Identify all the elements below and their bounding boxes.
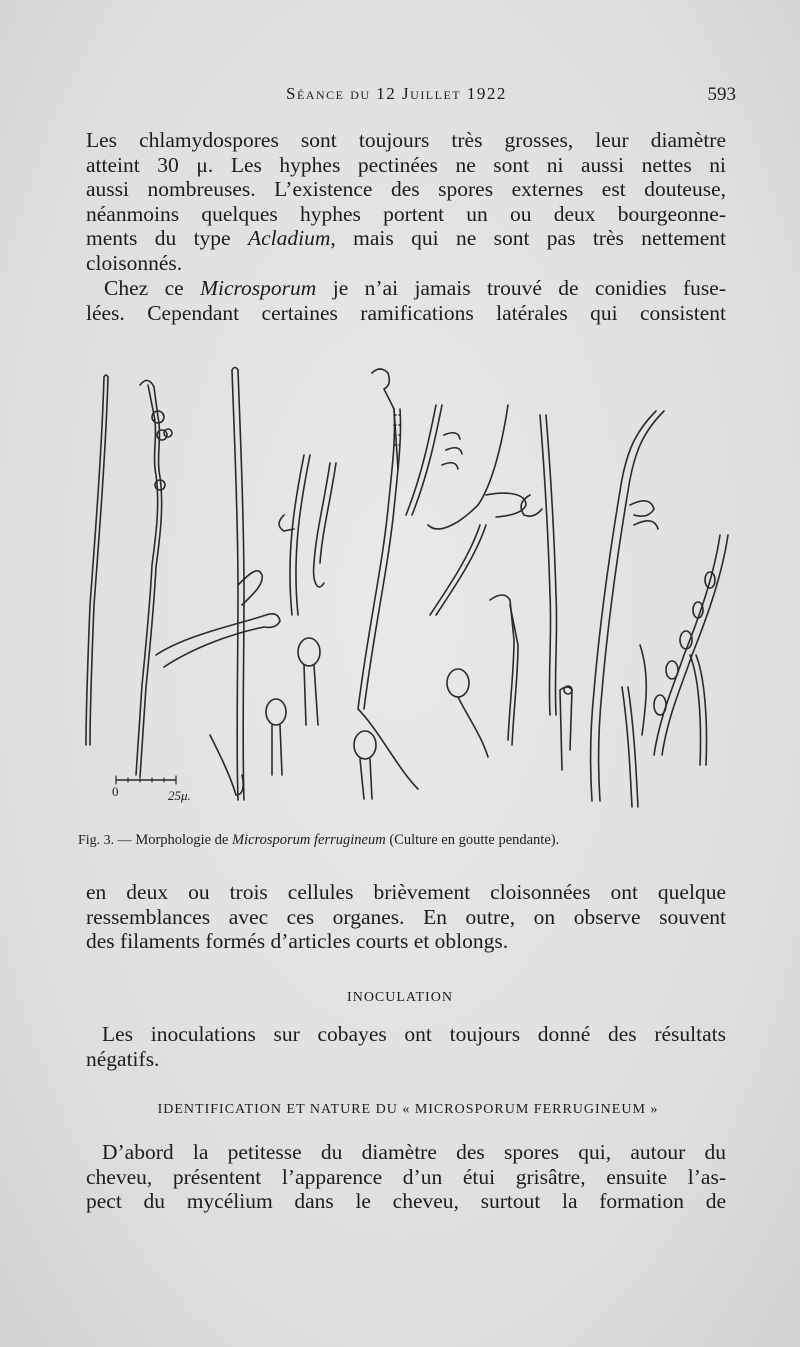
figure-3-drawing <box>60 355 750 825</box>
text-run: je n’ai jamais trouvé de conidies fuse- <box>316 276 726 300</box>
text-line: cloisonnés. <box>86 250 183 275</box>
page-number: 593 <box>707 84 736 105</box>
text-line: des filaments formés d’articles courts et oblongs. <box>86 929 509 954</box>
text-line: Les inoculations sur cobayes ont toujours donné des résultats <box>102 1022 726 1046</box>
page-header <box>86 84 736 114</box>
running-head: Séance du 12 Juillet 1922 <box>286 84 507 103</box>
section-heading-identification: IDENTIFICATION ET NATURE DU « MICROSPORUM FERRUGINEUM » <box>157 1102 659 1117</box>
caption-species: Microsporum ferrugineum <box>231 832 386 848</box>
text-line: négatifs. <box>86 1046 160 1071</box>
section-heading-inoculation: INOCULATION <box>347 990 453 1005</box>
text-line <box>86 226 726 251</box>
scale-unit-label: 25μ. <box>168 788 191 803</box>
hyphae-illustration <box>60 355 750 825</box>
paragraph-identification <box>86 1140 726 1214</box>
caption-text: Morphologie de <box>131 832 232 848</box>
figure-caption <box>78 832 738 849</box>
text-line: en deux ou trois cellules brièvement cloisonnées ont quelque <box>86 880 726 904</box>
paragraph-ressemblances <box>86 880 726 954</box>
caption-text: (Culture en goutte pendante). <box>385 832 560 848</box>
text-line: cheveu, présentent l’apparence d’un étui grisâtre, ensuite l’as- <box>86 1164 726 1189</box>
text-line: pect du mycélium dans le cheveu, surtout la formation de <box>86 1189 726 1214</box>
text-line: lées. Cependant certaines ramifications latérales qui consistent <box>86 300 726 325</box>
text-line: D’abord la petitesse du diamètre des spores qui, autour du <box>102 1140 726 1164</box>
figure-label: Fig. 3. — <box>78 833 132 848</box>
text-run: Chez ce <box>104 276 201 300</box>
paragraph-chlamydospores <box>86 128 726 276</box>
genus-name: Microsporum <box>200 276 317 300</box>
paragraph-inoculation <box>86 1022 726 1071</box>
text-line: ressemblances avec ces organes. En outre, on observe souvent <box>86 904 726 929</box>
text-line <box>86 276 726 301</box>
text-line: néanmoins quelques hyphes portent un ou deux bourgeonne- <box>86 201 726 226</box>
scale-zero-label: 0 <box>112 784 119 799</box>
genus-name: Acladium, <box>247 226 336 251</box>
text-line: Les chlamydospores sont toujours très grosses, leur diamètre <box>86 128 726 152</box>
text-line: aussi nombreuses. L’existence des spores externes est douteuse, <box>86 177 726 202</box>
text-run: ments du type <box>86 226 248 251</box>
text-line: atteint 30 μ. Les hyphes pectinées ne sont ni aussi nettes ni <box>86 152 726 177</box>
text-run: mais qui ne sont pas très nettement <box>335 226 727 251</box>
paragraph-conidies <box>86 276 726 325</box>
